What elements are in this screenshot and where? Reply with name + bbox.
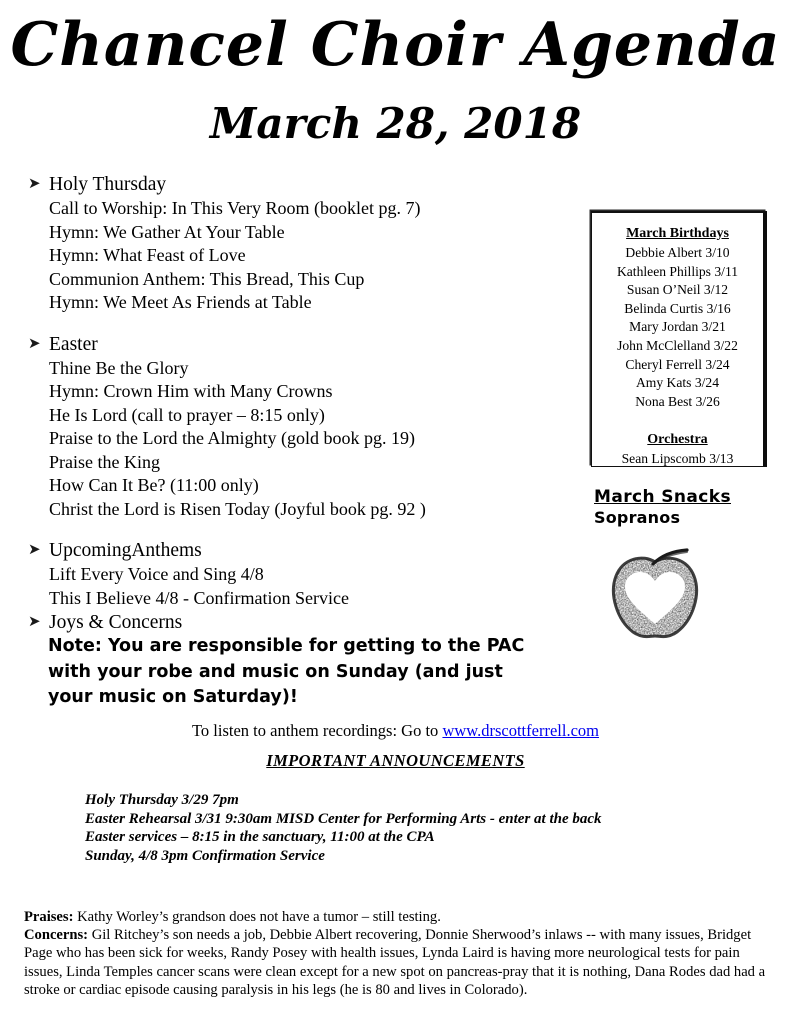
list-item: Call to Worship: In This Very Room (booklet pg. 7) [49, 198, 421, 218]
list-item: Thine Be the Glory [49, 357, 189, 378]
page-title: Chancel Choir Agenda [10, 10, 781, 80]
praises-text: Kathy Worley’s grandson does not have a tumor – still testing. [73, 909, 441, 925]
list-item: Hymn: We Gather At Your Table [49, 221, 285, 242]
list-item: Communion Anthem: This Bread, This Cup [49, 268, 365, 289]
list-item: Hymn: Crown Him with Many Crowns [49, 381, 333, 401]
list-item: This I Believe 4/8 - Confirmation Service [49, 587, 349, 608]
praises-block [24, 908, 776, 926]
agenda-group-title: UpcomingAnthems [49, 540, 202, 561]
agenda-group-joys-concerns [28, 610, 568, 635]
agenda-sub-list [28, 563, 568, 610]
recordings-link[interactable]: www.drscottferrell.com [442, 721, 599, 740]
orchestra-entry: Sean Lipscomb 3/13 [621, 451, 734, 467]
note-line: with your robe and music on Sunday (and just [48, 661, 503, 682]
list-item: How Can It Be? (11:00 only) [49, 475, 259, 495]
list-item: Lift Every Voice and Sing 4/8 [49, 564, 264, 584]
march-snacks-section [594, 486, 784, 528]
prayer-list [24, 908, 776, 999]
list-item: Praise the King [49, 451, 160, 472]
note-line: your music on Saturday)! [48, 687, 298, 707]
recordings-line [0, 720, 791, 742]
announcement-item: Holy Thursday 3/29 7pm [85, 792, 239, 808]
birthday-entry: Debbie Albert 3/10 [625, 245, 730, 260]
announcement-item: Easter services – 8:15 in the sanctuary, 11:00 at the CPA [85, 829, 435, 845]
note-block [48, 634, 568, 711]
concerns-block [24, 926, 776, 999]
birthday-entry: Mary Jordan 3/21 [629, 319, 726, 335]
arrow-bullet-icon: ➤ [28, 335, 41, 352]
arrow-bullet-icon: ➤ [28, 176, 41, 192]
birthday-entry: Susan O’Neil 3/12 [626, 282, 729, 298]
agenda-sub-list [28, 357, 568, 522]
concerns-label: Concerns: [24, 927, 89, 944]
birthday-entry: Nona Best 3/26 [635, 393, 720, 409]
agenda-group-title: Easter [49, 333, 98, 355]
agenda-group-holy-thursday [28, 172, 568, 315]
list-item: He Is Lord (call to prayer – 8:15 only) [49, 404, 325, 425]
agenda-group-easter [28, 332, 568, 522]
arrow-bullet-icon: ➤ [28, 614, 41, 630]
page-date: March 28, 2018 [209, 99, 582, 148]
announcements-list [85, 791, 725, 865]
announcements-heading: IMPORTANT ANNOUNCEMENTS [266, 751, 525, 770]
orchestra-heading: Orchestra [647, 432, 708, 448]
birthday-entry: Cheryl Ferrell 3/24 [625, 356, 730, 372]
list-item: Christ the Lord is Risen Today (Joyful book pg. 92 ) [49, 498, 426, 519]
agenda-group-title: Holy Thursday [49, 174, 167, 195]
apple-heart-icon [603, 546, 707, 642]
agenda-group-header [28, 172, 568, 197]
agenda-sub-list [28, 197, 568, 315]
announcement-item: Easter Rehearsal 3/31 9:30am MISD Center for Performing Arts - enter at the back [85, 810, 602, 827]
agenda-group-header [28, 332, 568, 357]
birthday-entry: Kathleen Phillips 3/11 [616, 263, 739, 279]
arrow-bullet-icon: ➤ [28, 542, 41, 558]
agenda-group-upcoming-anthems [28, 538, 568, 610]
concerns-text: Gil Ritchey’s son needs a job, Debbie Albert recovering, Donnie Sherwood’s inlaws -- with many issues, Bridget Page who has been sick for weeks, Randy Posey with health issues, Lynda Laird is having more neurological tests for pain issues, Linda Temples cancer scans were clean except for a new spot on pancreas-pray that it is nothing, Dana Rodes dad had a stroke or cardiac episode causing paralysis in his legs (he is 80 and lives in Colorado). [24, 927, 766, 998]
announcement-item: Sunday, 4/8 3pm Confirmation Service [85, 847, 325, 864]
birthdays-heading: March Birthdays [626, 226, 729, 241]
agenda-group-title: Joys & Concerns [49, 612, 183, 633]
note-line: Note: You are responsible for getting to the PAC [48, 636, 525, 656]
list-item: Hymn: We Meet As Friends at Table [49, 292, 312, 312]
birthday-entry: Amy Kats 3/24 [635, 375, 720, 391]
agenda-group-header [28, 538, 568, 563]
birthday-entry: Belinda Curtis 3/16 [624, 300, 731, 316]
praises-label: Praises: [24, 909, 74, 925]
snacks-section-label: Sopranos [594, 508, 681, 527]
snacks-heading: March Snacks [594, 487, 731, 507]
list-item: Praise to the Lord the Almighty (gold book pg. 19) [49, 428, 415, 448]
spacer [592, 411, 763, 430]
birthday-entry: John McClelland 3/22 [617, 337, 738, 353]
agenda-list [28, 172, 568, 635]
march-birthdays-box [591, 211, 767, 467]
agenda-group-header [28, 610, 568, 635]
list-item: Hymn: What Feast of Love [49, 245, 246, 265]
recordings-prefix: To listen to anthem recordings: Go to [192, 721, 443, 740]
